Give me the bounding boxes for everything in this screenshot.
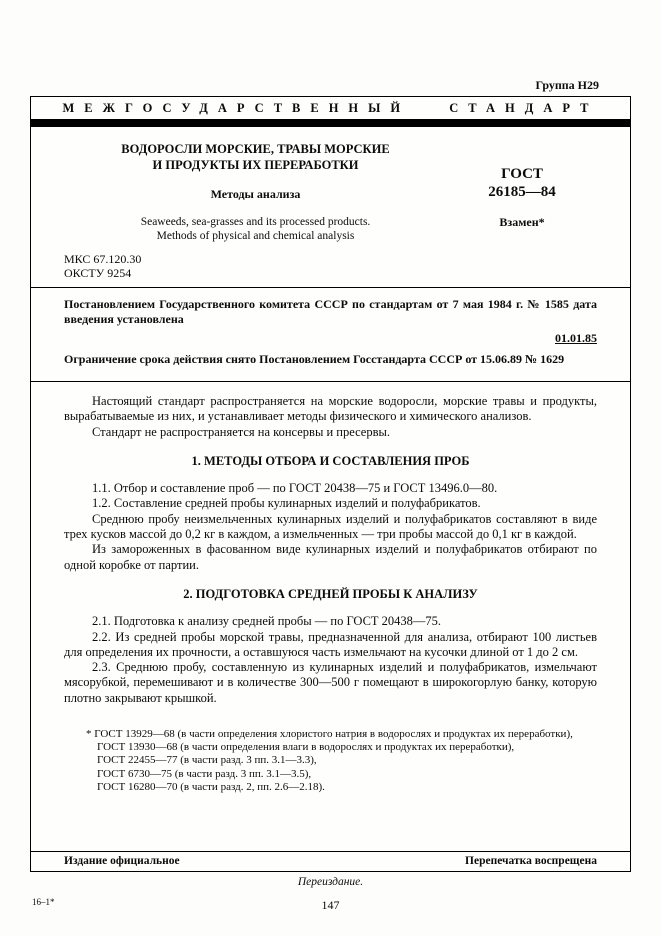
title-english-line-1: Seaweeds, sea-grasses and its processed products. [140,216,371,228]
mks-code: МКС 67.120.30 [64,252,142,266]
page-frame [30,96,631,872]
document-subtitle: Методы анализа [210,187,301,201]
standard-type-heading: МЕЖГОСУДАРСТВЕННЫЙ СТАНДАРТ [62,101,599,115]
title-block [64,141,447,243]
reprint-prohibited-label: Перепечатка воспрещена [465,855,597,867]
document-title [64,141,447,173]
section-1-paragraph-3: Среднюю пробу неизмельченных кулинарных изделий и полуфабрикатов составляют в виде трех кусков массой до 0,2 кг в каждом, а измельченных — три пробы массой до 0,1 кг в каждой. [64,511,597,542]
title-english [64,215,447,243]
document-body [31,382,630,794]
footnote-line: ГОСТ 22455—77 (в части разд. 3 пп. 3.1—3.3), [97,754,317,767]
decree-text: Постановлением Государственного комитета СССР по стандартам от 7 мая 1984 г. № 1585 дата введения установлена [64,297,597,326]
section-1-paragraph-1: 1.1. Отбор и составление проб — по ГОСТ 20438—75 и ГОСТ 13496.0—80. [92,481,498,496]
effective-date: 01.01.85 [555,331,597,345]
standard-number-block [447,141,597,243]
section-1-paragraph-2: 1.2. Составление средней пробы кулинарных изделий и полуфабрикатов. [92,496,481,511]
section-1-heading: 1. МЕТОДЫ ОТБОРА И СОСТАВЛЕНИЯ ПРОБ [191,453,470,468]
footnote-line: ГОСТ 6730—75 (в части разд. 3 пп. 3.1—3.5), [97,767,312,780]
reissue-note: Переиздание. [297,876,364,888]
decree-limitation: Ограничение срока действия снято Постановлением Госстандарта СССР от 15.06.89 № 1629 [64,352,565,366]
footnote-line: ГОСТ 16280—70 (в части разд. 2, пп. 2.6—2.18). [97,780,325,793]
gost-label: ГОСТ [501,166,543,182]
edition-row [31,852,630,871]
section-2-heading: 2. ПОДГОТОВКА СРЕДНЕЙ ПРОБЫ К АНАЛИЗУ [183,586,478,601]
decree-block [31,288,630,374]
title-line-1: ВОДОРОСЛИ МОРСКИЕ, ТРАВЫ МОРСКИЕ [121,142,390,156]
section-1-paragraph-4: Из замороженных в фасованном виде кулинарных изделий и полуфабрикатов отбирают по одной коробке от партии. [64,542,597,572]
classification-codes [31,253,630,280]
title-line-2: И ПРОДУКТЫ ИХ ПЕРЕРАБОТКИ [152,158,359,172]
section-2-paragraph-2: 2.2. Из средней пробы морской травы, предназначенной для анализа, отбирают 100 листьев для определения их прочности, а оставшуюся часть измельчают на кусочки длиной от 1 до 2 см. [64,629,597,659]
intro-paragraph-1: Настоящий стандарт распространяется на морские водоросли, морские травы и продукты, вырабатываемые из них, и устанавливает методы физического и химического анализов. [64,394,597,424]
header-rule-bar [31,119,630,127]
footnotes [64,728,597,794]
official-edition-label: Издание официальное [64,855,180,867]
gost-number-value: 26185—84 [488,184,556,200]
page-number: 147 [321,898,340,912]
footnote-line: * ГОСТ 13929—68 (в части определения хлористого натрия в водорослях и продуктах их переработки), [86,728,573,741]
title-english-line-2: Methods of physical and chemical analysis [156,230,355,242]
section-2-paragraph-1: 2.1. Подготовка к анализу средней пробы — по ГОСТ 20438—75. [92,614,442,629]
title-section [31,127,630,243]
okstu-code: ОКСТУ 9254 [64,265,132,280]
spacer [31,794,630,844]
print-signature: 16–1* [32,897,55,907]
footnote-line: ГОСТ 13930—68 (в части определения влаги в водорослях и продуктах их переработки), [97,741,515,754]
replaces-note: Взамен* [499,215,545,229]
section-2-paragraph-3: 2.3. Среднюю пробу, составленную из кулинарных изделий и полуфабрикатов, измельчают мясорубкой, перемешивают и в количестве 300—500 г помещают в широкогорлую банку, которую плотно закрывают крышкой. [64,660,597,705]
intro-paragraph-2: Стандарт не распространяется на консервы и пресервы. [92,424,391,439]
group-label: Группа Н29 [535,78,599,92]
gost-number [447,165,597,201]
